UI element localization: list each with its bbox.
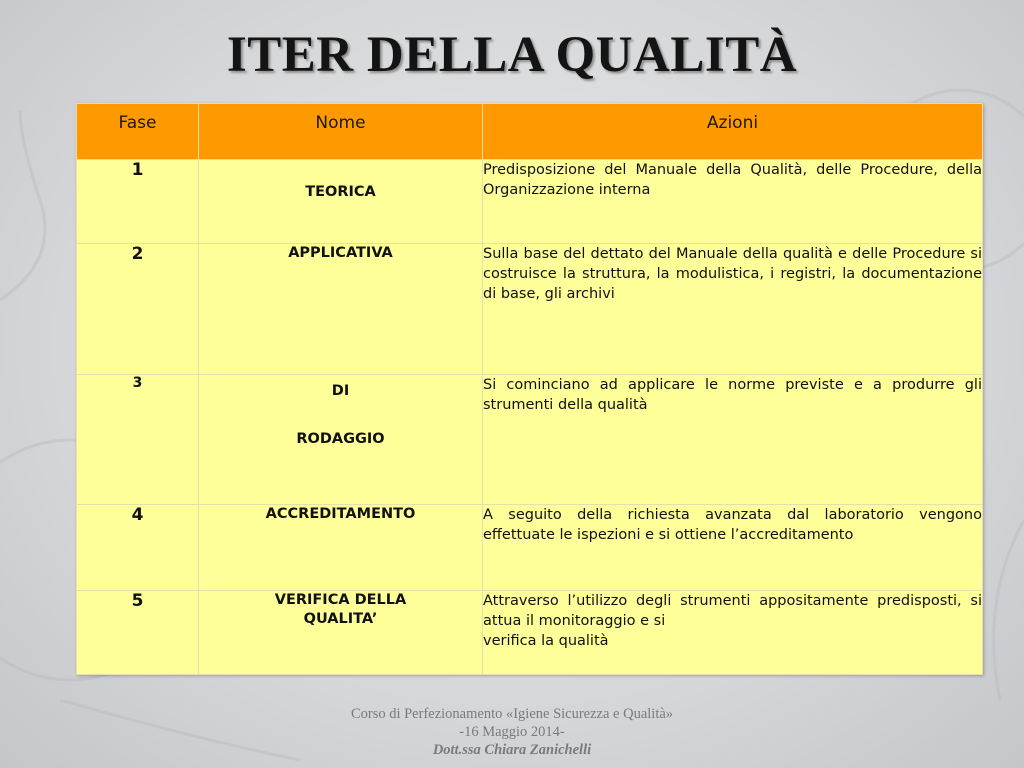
nome-cell: [199, 375, 483, 505]
nome-cell: TEORICA: [199, 160, 483, 244]
azioni-cell: Sulla base del dettato del Manuale della qualità e delle Procedure si costruisce la struttura, la modulistica, i registri, la documentazione di base, gli archivi: [483, 244, 983, 375]
nome-line: RODAGGIO: [296, 431, 385, 447]
table-row: [77, 160, 983, 244]
fase-cell: 3: [77, 375, 199, 505]
azioni-cell: Predisposizione del Manuale della Qualità, delle Procedure, della Organizzazione interna: [483, 160, 983, 244]
table-row: [77, 505, 983, 591]
azioni-text: verifica la qualità: [483, 633, 609, 649]
slide-footer: [0, 705, 1024, 759]
nome-line: DI: [331, 383, 350, 399]
table-row: [77, 244, 983, 375]
nome-cell: [199, 591, 483, 675]
fase-cell: 1: [77, 160, 199, 244]
azioni-cell: [483, 591, 983, 675]
fase-cell: 4: [77, 505, 199, 591]
course-date: -16 Maggio 2014-: [459, 724, 565, 740]
table-row: [77, 375, 983, 505]
header-azioni: Azioni: [483, 104, 983, 160]
header-nome: Nome: [199, 104, 483, 160]
azioni-cell: Si cominciano ad applicare le norme previste e a produrre gli strumenti della qualità: [483, 375, 983, 505]
nome-line: QUALITA’: [303, 611, 378, 627]
fase-cell: 2: [77, 244, 199, 375]
azioni-text: Attraverso l’utilizzo degli strumenti appositamente predisposti, si attua il monitoraggio e si: [483, 593, 982, 629]
header-fase: Fase: [77, 104, 199, 160]
fase-cell: 5: [77, 591, 199, 675]
azioni-cell: A seguito della richiesta avanzata dal laboratorio vengono effettuate le ispezioni e si ottiene l’accreditamento: [483, 505, 983, 591]
nome-cell: ACCREDITAMENTO: [199, 505, 483, 591]
iter-table: [76, 103, 983, 675]
table-row: [77, 591, 983, 675]
nome-spacer: [199, 401, 482, 430]
table-header-row: [77, 104, 983, 160]
author-name: Dott.ssa Chiara Zanichelli: [432, 742, 592, 758]
nome-line: VERIFICA DELLA: [274, 592, 407, 608]
nome-cell: APPLICATIVA: [199, 244, 483, 375]
course-name: Corso di Perfezionamento «Igiene Sicurezza e Qualità»: [350, 706, 674, 722]
slide-title: ITER DELLA QUALITÀ: [226, 27, 798, 83]
